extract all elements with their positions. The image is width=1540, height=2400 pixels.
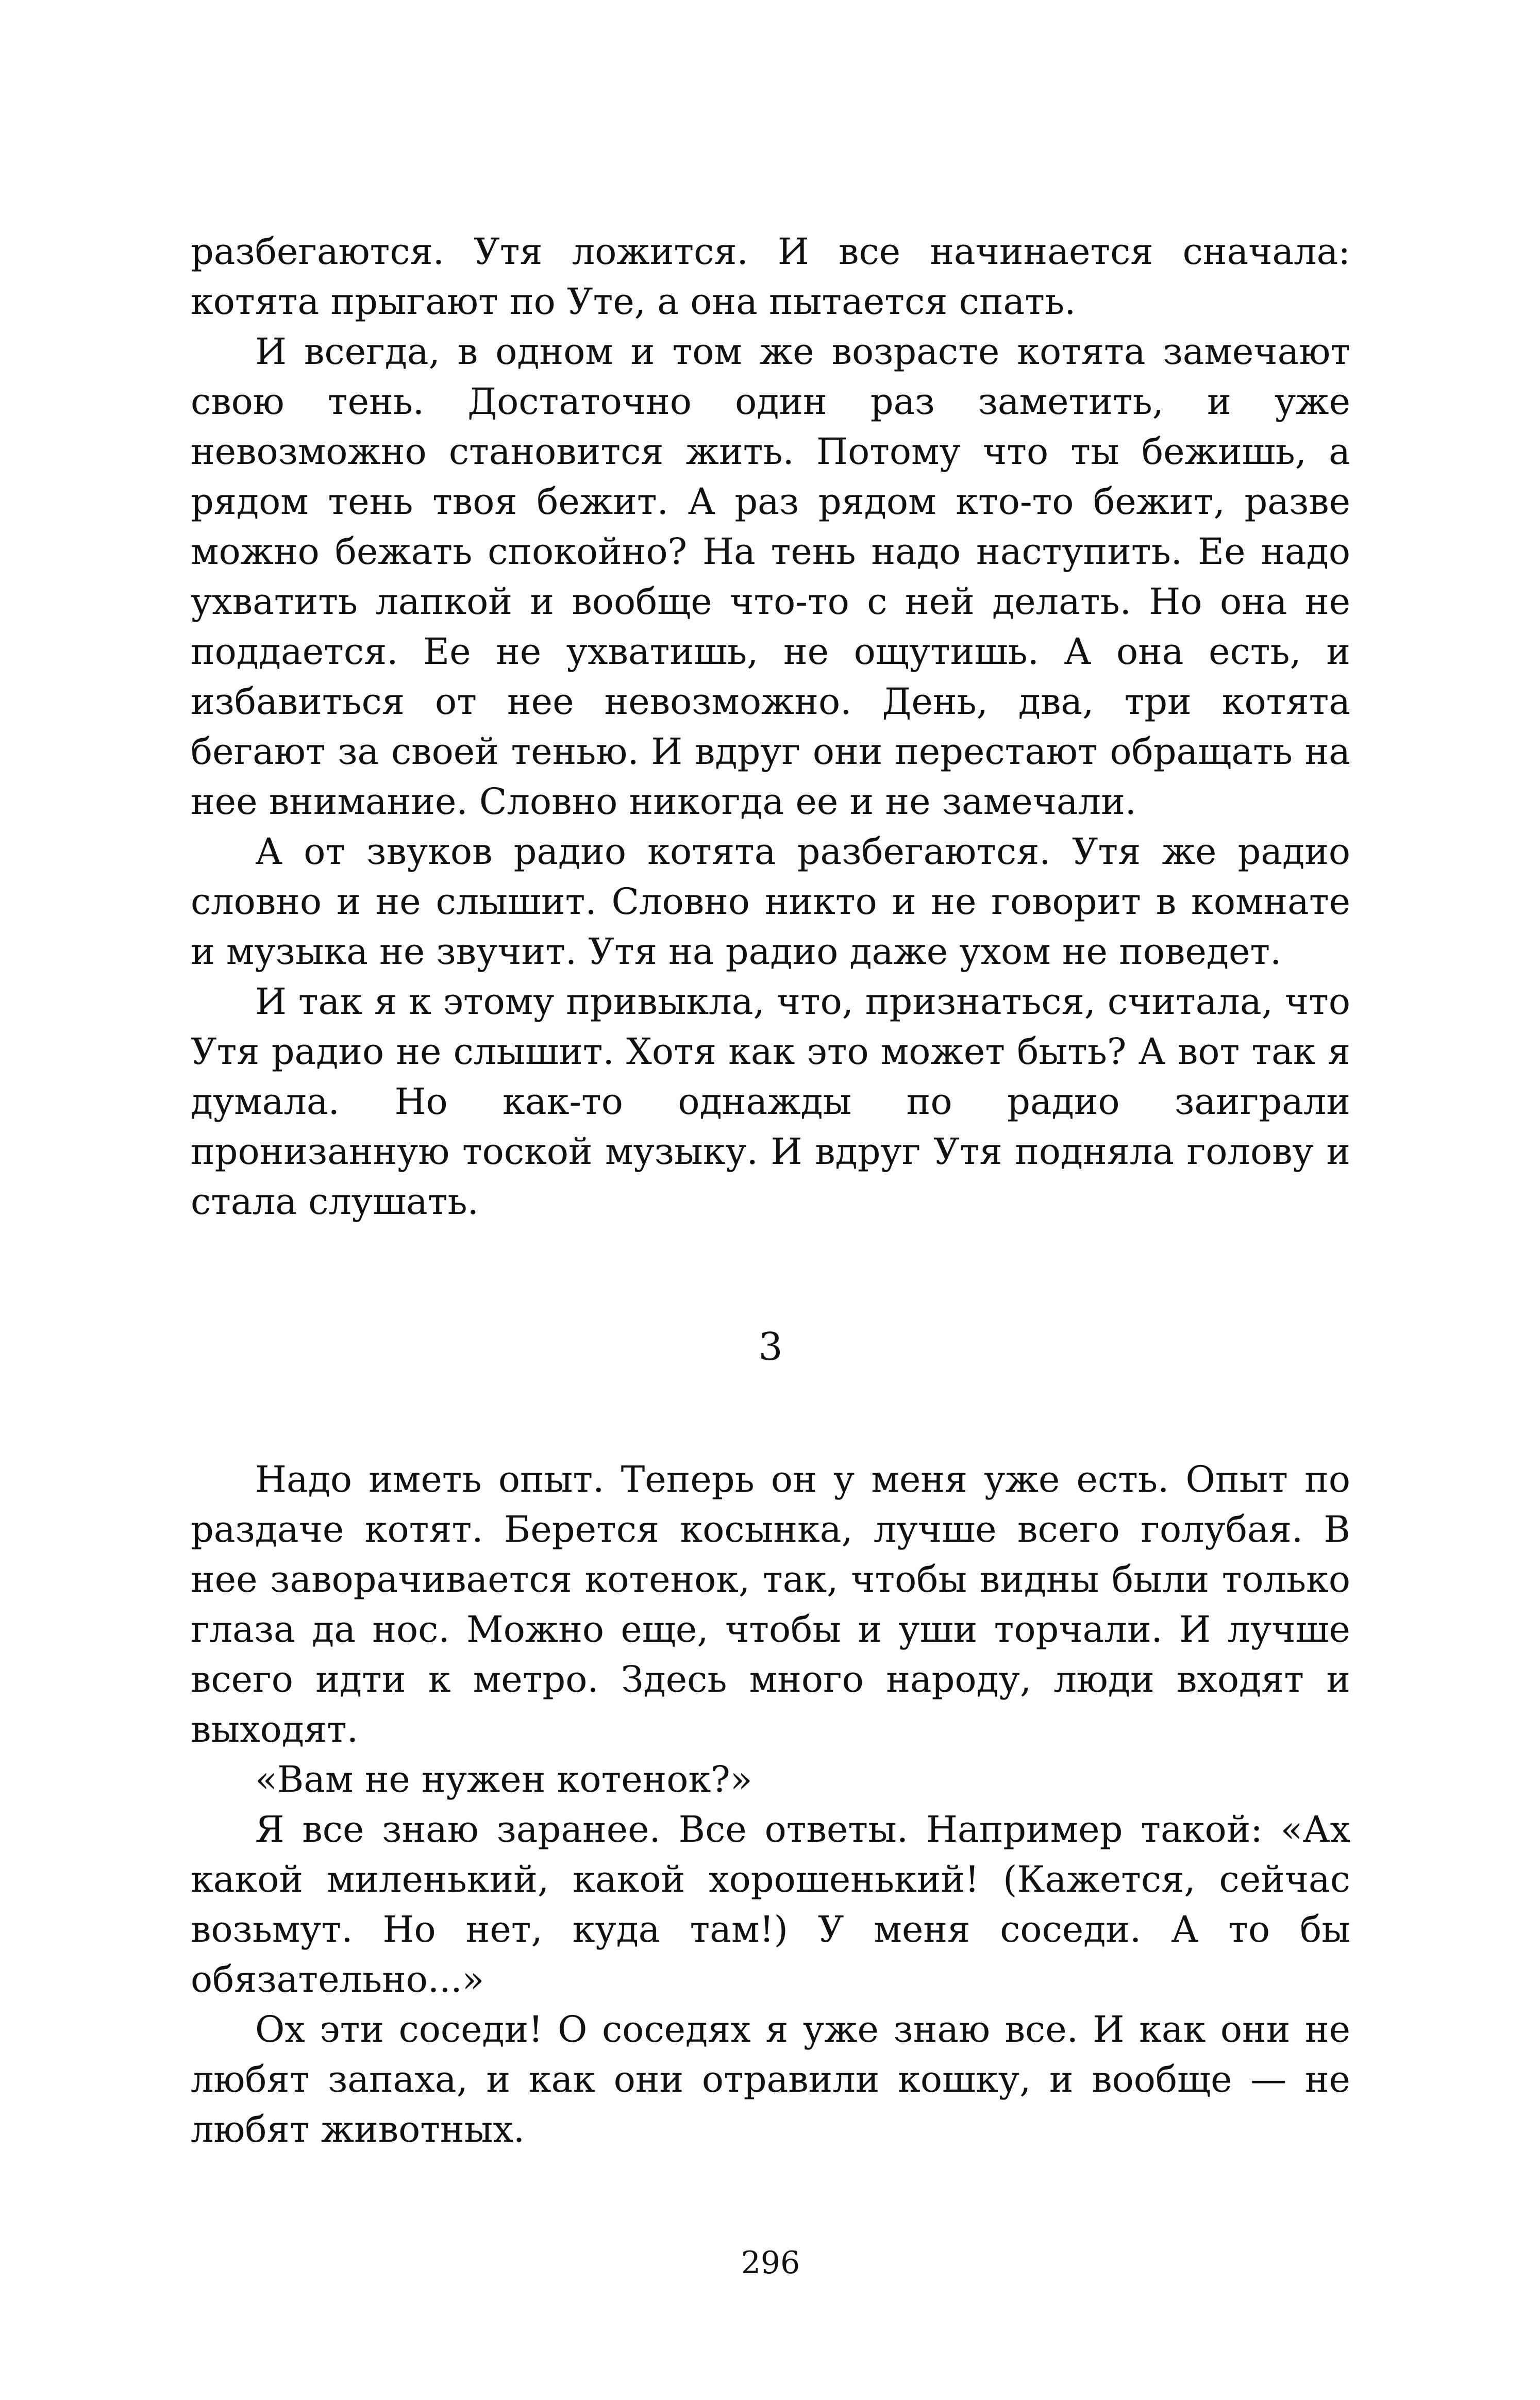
book-page [191, 227, 1350, 2314]
paragraph: «Вам не нужен котенок?» [255, 1758, 752, 1801]
paragraph: разбегаются. Утя ложится. И все начинается сначала: котята прыгают по Уте, а она пытается спать. [191, 230, 1350, 323]
chapter-number: 3 [758, 1325, 783, 1369]
paragraph: Надо иметь опыт. Теперь он у меня уже есть. Опыт по раздаче котят. Берется косынка, лучше всего голубая. В нее заворачивается котенок, так, чтобы видны были только глаза да нос. Можно еще, чтобы и уши торчали. И лучше всего идти к метро. Здесь много народу, люди входят и выходят. [191, 1458, 1350, 1751]
paragraph: И всегда, в одном и том же возрасте котята замечают свою тень. Достаточно один раз заметить, и уже невозможно становится жить. Потому что ты бежишь, а рядом тень твоя бежит. А раз рядом кто-то бежит, разве можно бежать спокойно? На тень надо наступить. Ее надо ухватить лапкой и вообще что-то с ней делать. Но она не поддается. Ее не ухватишь, не ощутишь. А она есть, и избавиться от нее невозможно. День, два, три котята бегают за своей тенью. И вдруг они перестают обращать на нее внимание. Словно никогда ее и не замечали. [191, 330, 1350, 823]
paragraph: А от звуков радио котята разбегаются. Утя же радио словно и не слышит. Словно никто и не говорит в комнате и музыка не звучит. Утя на радио даже ухом не поведет. [191, 830, 1350, 973]
page-number: 296 [741, 2245, 800, 2281]
paragraph: Я все знаю заранее. Все ответы. Например такой: «Ах какой миленький, какой хорошенький! (Кажется, сейчас возьмут. Но нет, куда там!) У меня соседи. А то бы обязательно...» [191, 1808, 1350, 2001]
paragraph: И так я к этому привыкла, что, признаться, считала, что Утя радио не слышит. Хотя как это может быть? А вот так я думала. Но как-то однажды по радио заиграли пронизанную тоской музыку. И вдруг Утя подняла голову и стала слушать. [191, 980, 1350, 1223]
paragraph: Ох эти соседи! О соседях я уже знаю все. И как они не любят запаха, и как они отравили кошку, и вообще — не любят животных. [191, 2008, 1350, 2151]
